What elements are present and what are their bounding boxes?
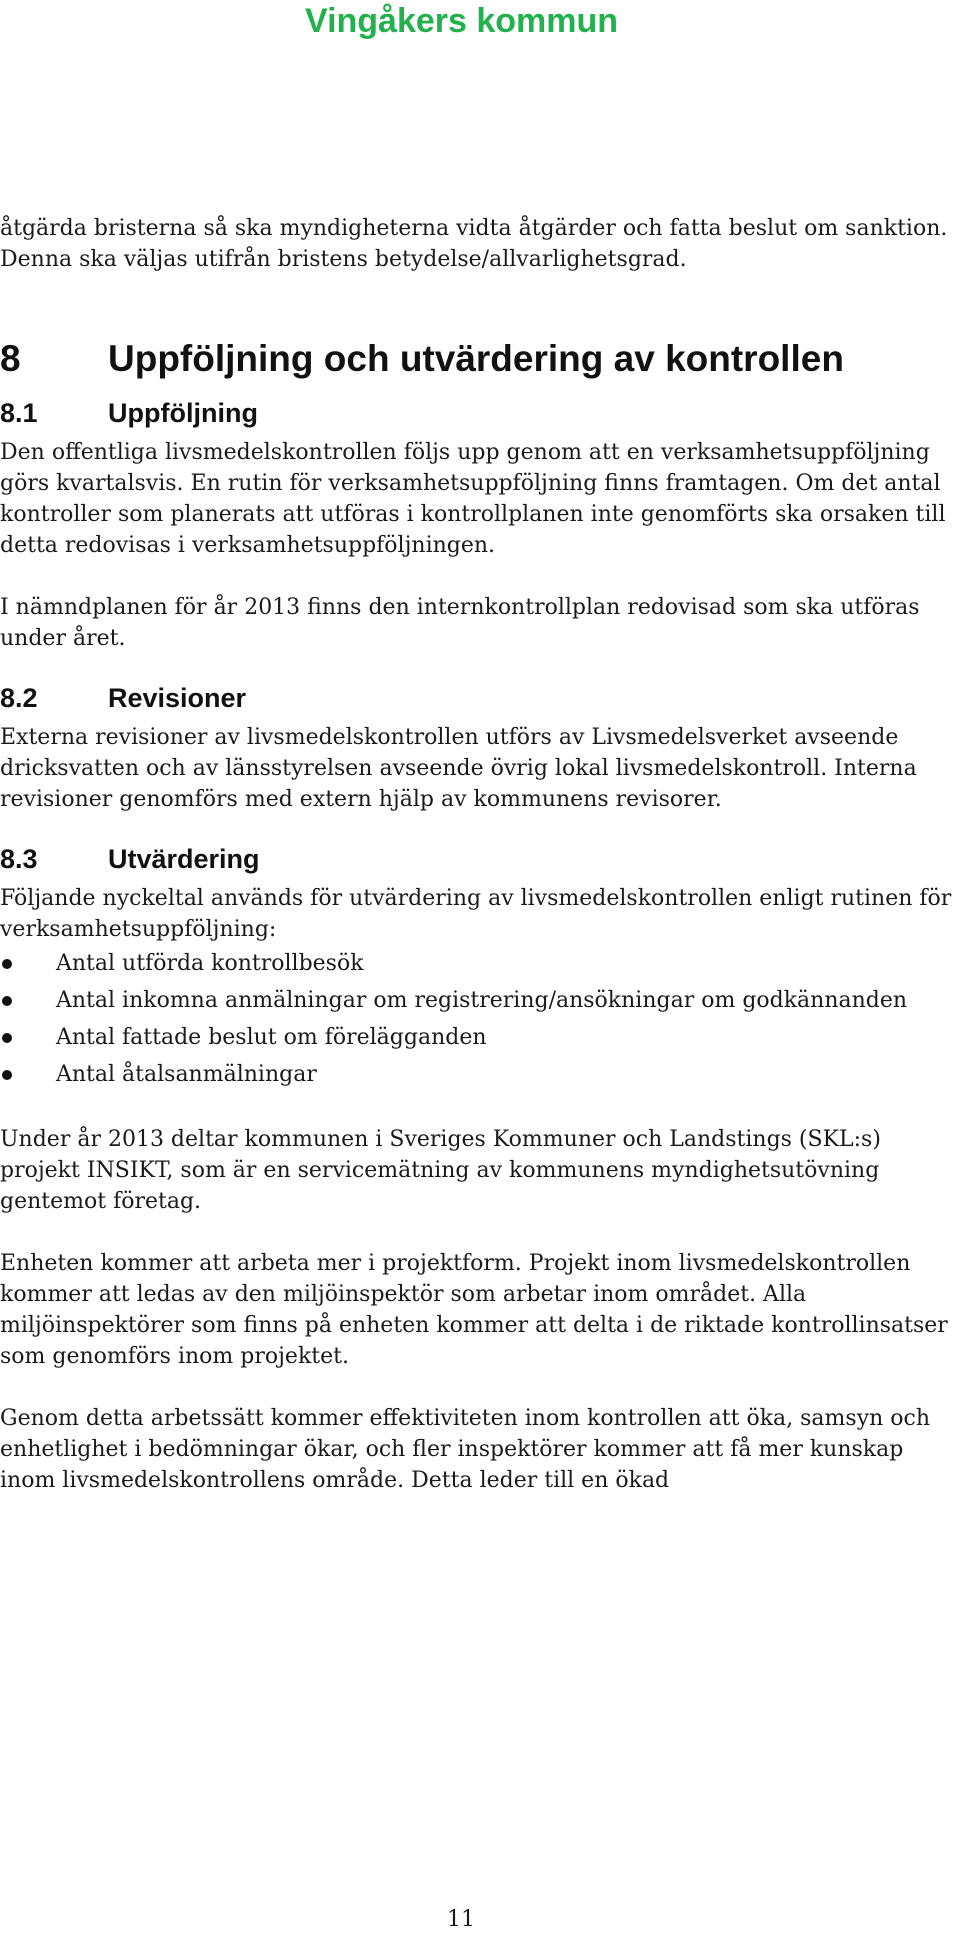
subsection-heading-8-3 xyxy=(0,841,956,877)
list-item xyxy=(0,1056,956,1093)
paragraph-8-2-a: Externa revisioner av livsmedelskontrollen utförs av Livsmedelsverket avseende dricksvatten och av länsstyrelsen avseende övrig lokal livsmedelskontroll. Interna revisioner genomförs med extern hjälp av kommunens revisorer. xyxy=(0,725,917,812)
subsection-title: Revisioner xyxy=(108,683,247,713)
list-item-text: Antal utförda kontrollbesök xyxy=(56,951,364,976)
paragraph-8-3-a: Följande nyckeltal används för utvärdering av livsmedelskontrollen enligt rutinen för verksamhetsuppföljning: xyxy=(0,886,952,942)
bullet-icon xyxy=(0,945,56,982)
paragraph-8-3-c: Enheten kommer att arbeta mer i projektform. Projekt inom livsmedelskontrollen kommer att ledas av den miljöinspektör som arbetar inom området. Alla miljöinspektörer som finns på enheten kommer att delta i de riktade kontrollinsatser som genomförs inom projektet. xyxy=(0,1251,948,1369)
subsection-title: Uppföljning xyxy=(108,398,258,428)
paragraph-8-1-b: I nämndplanen för år 2013 finns den internkontrollplan redovisad som ska utföras under året. xyxy=(0,595,920,651)
section-number: 8 xyxy=(0,338,21,379)
list-item xyxy=(0,945,956,982)
subsection-number: 8.1 xyxy=(0,398,38,428)
subsection-number: 8.3 xyxy=(0,844,38,874)
bullet-icon xyxy=(0,982,56,1019)
section-heading-8 xyxy=(0,337,956,381)
header-title: Vingåkers kommun xyxy=(305,2,619,40)
subsection-heading-8-2 xyxy=(0,680,956,716)
paragraph-8-1-a: Den offentliga livsmedelskontrollen följs upp genom att en verksamhetsuppföljning görs kvartalsvis. En rutin för verksamhetsuppföljning finns framtagen. Om det antal kontroller som planerats att utföras i kontrollplanen inte genomförts ska orsaken till detta redovisas i verksamhetsuppföljningen. xyxy=(0,440,946,558)
list-item-text: Antal inkomna anmälningar om registrering/ansökningar om godkännanden xyxy=(56,988,908,1013)
subsection-title: Utvärdering xyxy=(108,844,260,874)
list-item xyxy=(0,1019,956,1056)
document-body xyxy=(0,213,960,1496)
bullet-icon xyxy=(0,1019,56,1056)
bullet-icon xyxy=(0,1056,56,1093)
list-item-text: Antal fattade beslut om förelägganden xyxy=(56,1025,487,1050)
page-number: 11 xyxy=(447,1907,475,1932)
subsection-heading-8-1 xyxy=(0,395,956,431)
list-item-text: Antal åtalsanmälningar xyxy=(56,1062,317,1087)
key-figures-list xyxy=(0,945,956,1093)
section-title: Uppföljning och utvärdering av kontrollen xyxy=(108,338,844,379)
subsection-number: 8.2 xyxy=(0,683,38,713)
paragraph-8-3-d: Genom detta arbetssätt kommer effektiviteten inom kontrollen att öka, samsyn och enhetlighet i bedömningar ökar, och fler inspektörer kommer att få mer kunskap inom livsmedelskontrollens område. Detta leder till en ökad xyxy=(0,1406,931,1493)
paragraph-8-3-b: Under år 2013 deltar kommunen i Sveriges Kommuner och Landstings (SKL:s) projekt INSIKT, som är en servicemätning av kommunens myndighetsutövning gentemot företag. xyxy=(0,1127,881,1214)
list-item xyxy=(0,982,956,1019)
intro-paragraph: åtgärda bristerna så ska myndigheterna vidta åtgärder och fatta beslut om sanktion. Denna ska väljas utifrån bristens betydelse/allvarlighetsgrad. xyxy=(0,216,948,272)
